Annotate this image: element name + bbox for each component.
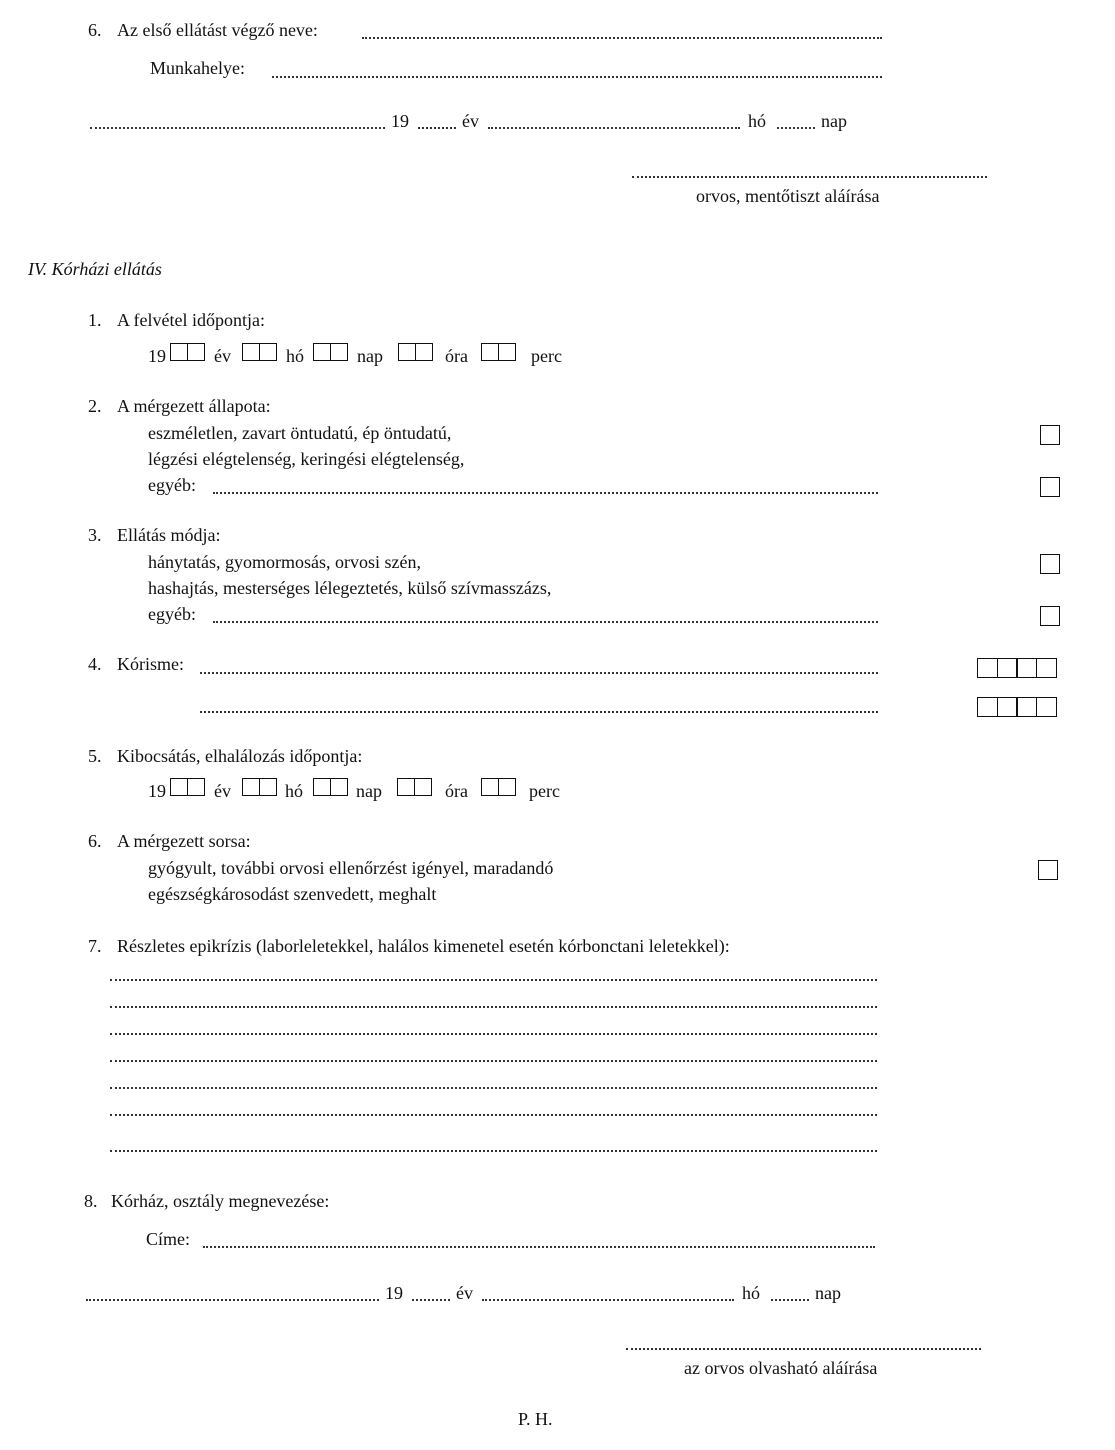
admission-day-boxes[interactable] xyxy=(313,343,346,361)
treatment-other-field[interactable] xyxy=(213,621,878,623)
year-field[interactable] xyxy=(418,127,456,129)
diagnosis-field[interactable] xyxy=(200,711,878,713)
item-number: 8. xyxy=(84,1191,98,1211)
unit-label: év xyxy=(214,781,231,801)
year-prefix: 19 xyxy=(148,346,166,366)
first-aid-name-label: Az első ellátást végző neve: xyxy=(117,20,318,40)
place-field[interactable] xyxy=(90,127,385,129)
treatment-checkbox[interactable] xyxy=(1040,554,1060,574)
condition-checkbox[interactable] xyxy=(1040,425,1060,445)
item-number: 2. xyxy=(88,396,102,416)
outcome-checkbox[interactable] xyxy=(1038,860,1058,880)
item-number: 6. xyxy=(88,831,102,851)
address-field[interactable] xyxy=(203,1246,875,1248)
month-label: hó xyxy=(742,1283,760,1303)
item-number: 1. xyxy=(88,310,102,330)
treatment-label: Ellátás módja: xyxy=(117,525,221,545)
hospital-label: Kórház, osztály megnevezése: xyxy=(111,1191,330,1211)
unit-label: perc xyxy=(529,781,560,801)
signature-line[interactable] xyxy=(632,176,987,178)
epicrisis-label: Részletes epikrízis (laborleletekkel, halálos kimenetel esetén kórbonctani leletekkel): xyxy=(117,936,730,956)
treatment-other-checkbox[interactable] xyxy=(1040,606,1060,626)
unit-label: perc xyxy=(531,346,562,366)
diagnosis-field[interactable] xyxy=(200,672,878,674)
year-field[interactable] xyxy=(412,1299,450,1301)
treatment-options-line: hashajtás, mesterséges lélegeztetés, külső szívmasszázs, xyxy=(148,578,552,598)
year-prefix: 19 xyxy=(391,111,409,131)
first-aid-name-field[interactable] xyxy=(362,37,882,39)
item-number: 3. xyxy=(88,525,102,545)
condition-other-checkbox[interactable] xyxy=(1040,477,1060,497)
discharge-time-label: Kibocsátás, elhalálozás időpontja: xyxy=(117,746,363,766)
epicrisis-line[interactable] xyxy=(110,1060,877,1062)
signature-caption: az orvos olvasható aláírása xyxy=(684,1358,878,1378)
epicrisis-line[interactable] xyxy=(110,1087,877,1089)
address-label: Címe: xyxy=(146,1229,190,1249)
item-number: 5. xyxy=(88,746,102,766)
item-number: 4. xyxy=(88,654,102,674)
unit-label: év xyxy=(214,346,231,366)
day-label: nap xyxy=(821,111,847,131)
item-number: 6. xyxy=(88,20,102,40)
workplace-label: Munkahelye: xyxy=(150,58,245,78)
other-label: egyéb: xyxy=(148,604,196,624)
epicrisis-line[interactable] xyxy=(110,1006,877,1008)
condition-other-field[interactable] xyxy=(213,492,878,494)
unit-label: nap xyxy=(356,781,382,801)
discharge-year-boxes[interactable] xyxy=(170,778,203,796)
epicrisis-line[interactable] xyxy=(110,1150,877,1152)
condition-options-line: légzési elégtelenség, keringési elégtelenség, xyxy=(148,449,465,469)
signature-line[interactable] xyxy=(626,1348,981,1350)
outcome-options-line: egészségkárosodást szenvedett, meghalt xyxy=(148,884,437,904)
day-label: nap xyxy=(815,1283,841,1303)
year-prefix: 19 xyxy=(385,1283,403,1303)
month-field[interactable] xyxy=(482,1299,734,1301)
day-field[interactable] xyxy=(771,1299,809,1301)
treatment-options-line: hánytatás, gyomormosás, orvosi szén, xyxy=(148,552,421,572)
admission-hour-boxes[interactable] xyxy=(398,343,431,361)
admission-minute-boxes[interactable] xyxy=(481,343,514,361)
place-field[interactable] xyxy=(86,1299,379,1301)
epicrisis-line[interactable] xyxy=(110,1114,877,1116)
signature-caption: orvos, mentőtiszt aláírása xyxy=(696,186,880,206)
other-label: egyéb: xyxy=(148,475,196,495)
discharge-day-boxes[interactable] xyxy=(313,778,346,796)
condition-label: A mérgezett állapota: xyxy=(117,396,271,416)
admission-time-label: A felvétel időpontja: xyxy=(117,310,265,330)
diagnosis-code-boxes[interactable] xyxy=(977,697,1055,717)
section-title: IV. Kórházi ellátás xyxy=(28,259,162,279)
year-prefix: 19 xyxy=(148,781,166,801)
outcome-options-line: gyógyult, további orvosi ellenőrzést igényel, maradandó xyxy=(148,858,554,878)
item-number: 7. xyxy=(88,936,102,956)
day-field[interactable] xyxy=(777,127,815,129)
outcome-label: A mérgezett sorsa: xyxy=(117,831,251,851)
epicrisis-line[interactable] xyxy=(110,1033,877,1035)
month-label: hó xyxy=(748,111,766,131)
unit-label: hó xyxy=(286,346,304,366)
unit-label: óra xyxy=(445,781,468,801)
year-label: év xyxy=(456,1283,473,1303)
stamp-placeholder: P. H. xyxy=(518,1409,553,1429)
unit-label: óra xyxy=(445,346,468,366)
condition-options-line: eszméletlen, zavart öntudatú, ép öntudatú, xyxy=(148,423,452,443)
workplace-field[interactable] xyxy=(272,76,882,78)
diagnosis-label: Kórisme: xyxy=(117,654,184,674)
discharge-month-boxes[interactable] xyxy=(242,778,275,796)
month-field[interactable] xyxy=(488,127,740,129)
unit-label: hó xyxy=(285,781,303,801)
admission-month-boxes[interactable] xyxy=(242,343,275,361)
admission-year-boxes[interactable] xyxy=(170,343,203,361)
discharge-minute-boxes[interactable] xyxy=(481,778,514,796)
diagnosis-code-boxes[interactable] xyxy=(977,658,1055,678)
discharge-hour-boxes[interactable] xyxy=(397,778,430,796)
epicrisis-line[interactable] xyxy=(110,979,877,981)
year-label: év xyxy=(462,111,479,131)
unit-label: nap xyxy=(357,346,383,366)
